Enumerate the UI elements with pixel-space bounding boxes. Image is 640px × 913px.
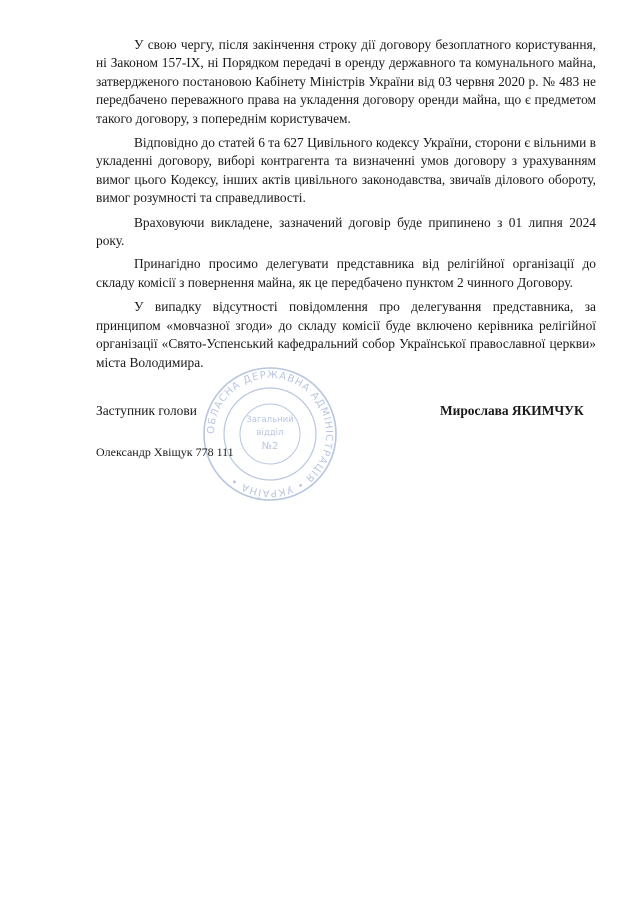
stamp-center-line-2: відділ <box>256 428 284 438</box>
executor-line: Олександр Хвіщук 778 111 <box>96 445 234 459</box>
letter-body <box>96 36 596 378</box>
stamp-center-line-3: №2 <box>261 441 279 452</box>
signer-position: Заступник голови <box>96 403 197 418</box>
paragraph-5: У випадку відсутності повідомлення про делегування представника, за принципом «мовчазної згоди» до складу комісії буде включено керівника релігійної організації «Свято-Успенський кафедральний собор Української православної церкви» міста Володимира. <box>96 299 596 370</box>
paragraph-3: Враховуючи викладене, зазначений договір буде припинено з 01 липня 2024 року. <box>96 214 596 249</box>
paragraph-4: Принагідно просимо делегувати представника від релігійної організації до складу комісії з повернення майна, як це передбачено пунктом 2 чинного Договору. <box>96 256 596 290</box>
signer-name: Мирослава ЯКИМЧУК <box>440 403 584 418</box>
official-stamp <box>200 364 340 504</box>
stamp-center-line-1: Загальний <box>246 415 294 425</box>
paragraph-2: Відповідно до статей 6 та 627 Цивільного кодексу України, сторони є вільними в укладенні договору, виборі контрагента та визначенні умов договору з урахуванням вимог цього Кодексу, інших актів цивільного законодавства, звичаїв ділового обороту, вимог розумності та справедливості. <box>96 135 596 206</box>
stamp-ring-text: ОБЛАСНА ДЕРЖАВНА АДМІНІСТРАЦІЯ • УКРАЇНА • <box>205 369 335 499</box>
paragraph-1: У свою чергу, після закінчення строку дії договору безоплатного користування, ні Законом 157-IX, ні Порядком передачі в оренду державного та комунального майна, затвердженого постановою Кабінету Міністрів України від 03 червня 2020 р. № 483 не передбачено переважного права на укладення договору оренди майна, що є предметом такого договору, з попереднім користувачем. <box>96 37 596 126</box>
